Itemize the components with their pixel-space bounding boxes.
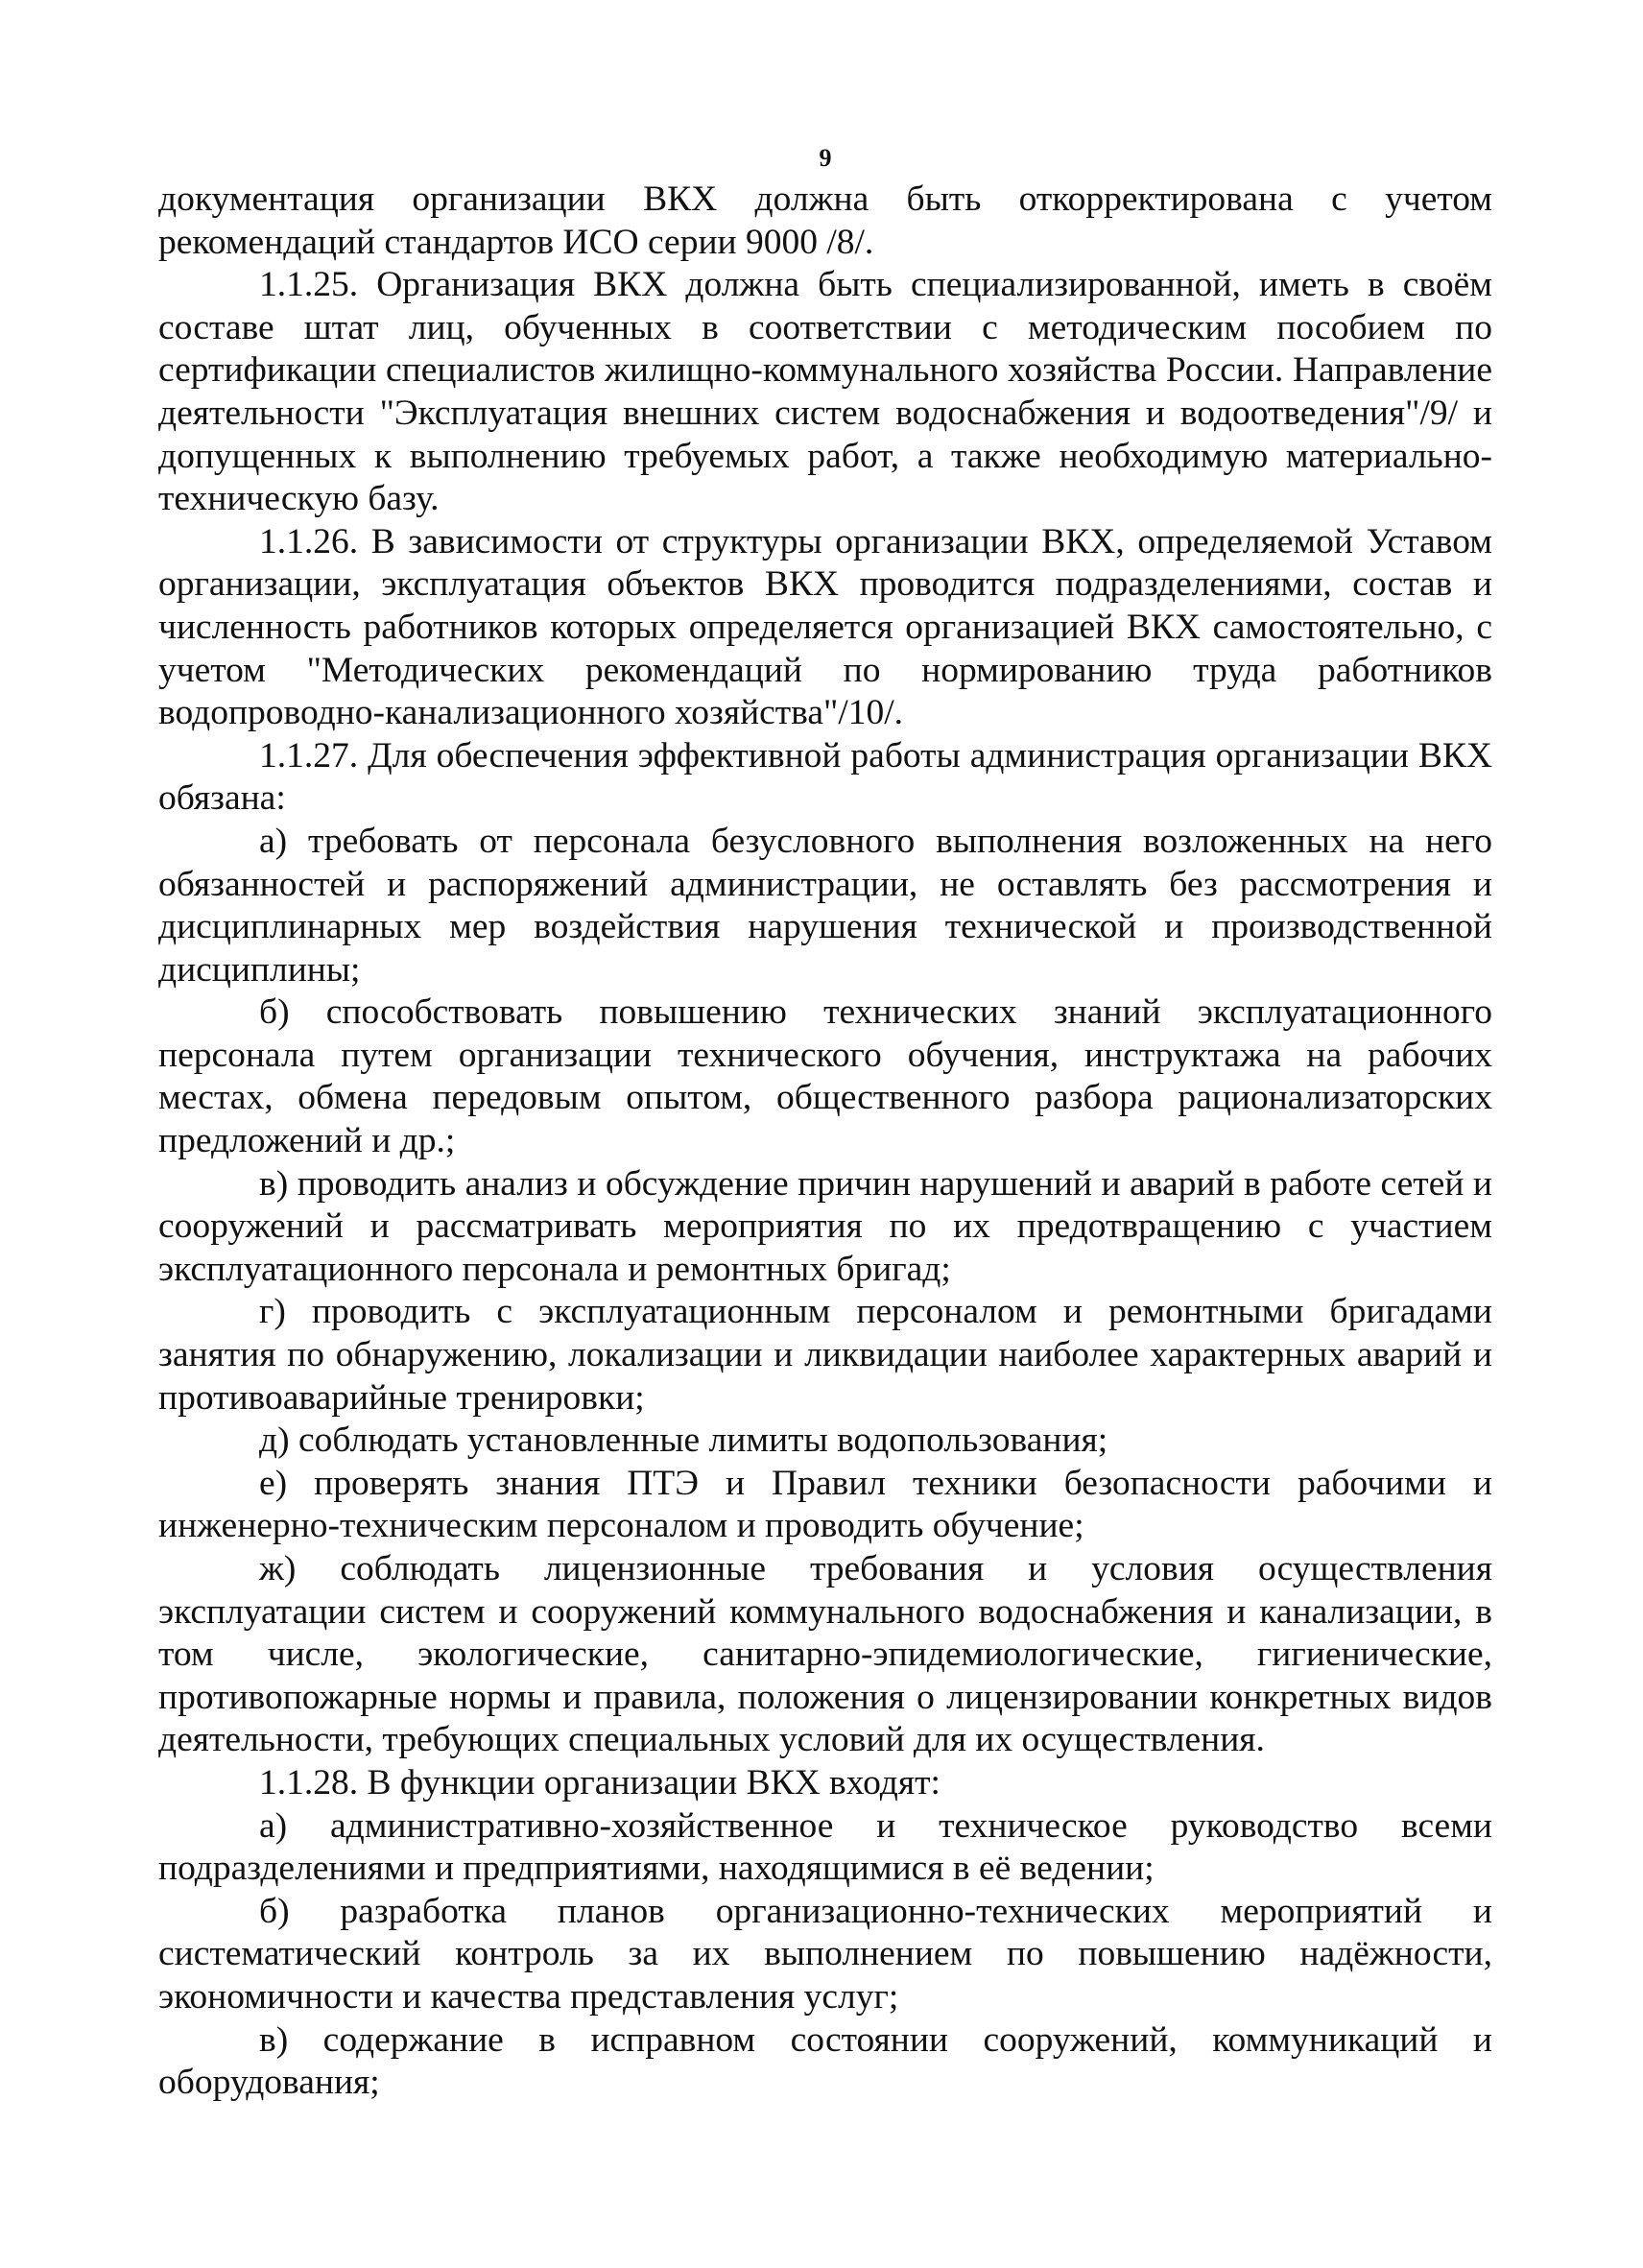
page-number: 9: [819, 144, 832, 172]
paragraph-1-1-26: 1.1.26. В зависимости от структуры организации ВКХ, определяемой Уставом организации, эксплуатация объектов ВКХ проводится подразделениями, состав и численность работников которых определяется организацией ВКХ самостоятельно, с учетом "Методических рекомендаций по нормированию труда работников водопроводно-канализационного хозяйства"/10/.: [158, 521, 1492, 733]
list-item-d: д) соблюдать установленные лимиты водопользования;: [259, 1420, 1108, 1461]
list-item-b-2: б) разработка планов организационно-технических мероприятий и систематический контроль за их выполнением по повышению надёжности, экономичности и качества представления услуг;: [158, 1891, 1492, 2017]
list-item-v-2: в) содержание в исправном состоянии сооружений, коммуникаций и оборудования;: [158, 2019, 1492, 2103]
list-item-b: б) способствовать повышению технических знаний эксплуатационного персонала путем организации технического обучения, инструктажа на рабочих местах, обмена передовым опытом, общественного разбора рационализаторских предложений и др.;: [158, 992, 1492, 1161]
paragraph-1-1-25: 1.1.25. Организация ВКХ должна быть специализированной, иметь в своём составе штат лиц, обученных в соответствии с методическим пособием по сертификации специалистов жилищно-коммунального хозяйства России. Направление деятельности "Эксплуатация внешних систем водоснабжения и водоотведения"/9/ и допущенных к выполнению требуемых работ, а также необходимую материально-техническую базу.: [158, 265, 1492, 519]
document-body: [158, 144, 1492, 2105]
list-item-e: е) проверять знания ПТЭ и Правил техники безопасности рабочими и инженерно-техническим персоналом и проводить обучение;: [158, 1463, 1492, 1546]
list-item-zh: ж) соблюдать лицензионные требования и условия осуществления эксплуатации систем и сооружений коммунального водоснабжения и канализации, в том числе, экологические, санитарно-эпидемиологические, гигиенические, противопожарные нормы и правила, положения о лицензировании конкретных видов деятельности, требующих специальных условий для их осуществления.: [158, 1549, 1492, 1760]
list-item-v: в) проводить анализ и обсуждение причин нарушений и аварий в работе сетей и сооружений и рассматривать мероприятия по их предотвращению с участием эксплуатационного персонала и ремонтных бригад;: [158, 1163, 1492, 1289]
list-item-g: г) проводить с эксплуатационным персоналом и ремонтными бригадами занятия по обнаружению, локализации и ликвидации наиболее характерных аварий и противоаварийные тренировки;: [158, 1292, 1492, 1418]
list-item-a-2: а) административно-хозяйственное и техническое руководство всеми подразделениями и предприятиями, находящимися в её ведении;: [158, 1805, 1492, 1889]
list-item-a: а) требовать от персонала безусловного выполнения возложенных на него обязанностей и распоряжений администрации, не оставлять без рассмотрения и дисциплинарных мер воздействия нарушения технической и производственной дисциплины;: [158, 821, 1492, 990]
paragraph-1-1-27: 1.1.27. Для обеспечения эффективной работы администрация организации ВКХ обязана:: [158, 735, 1492, 819]
paragraph-continuation: документация организации ВКХ должна быть откорректирована с учетом рекомендаций стандартов ИСО серии 9000 /8/.: [158, 179, 1492, 262]
paragraph-1-1-28: 1.1.28. В функции организации ВКХ входят:: [259, 1762, 941, 1802]
